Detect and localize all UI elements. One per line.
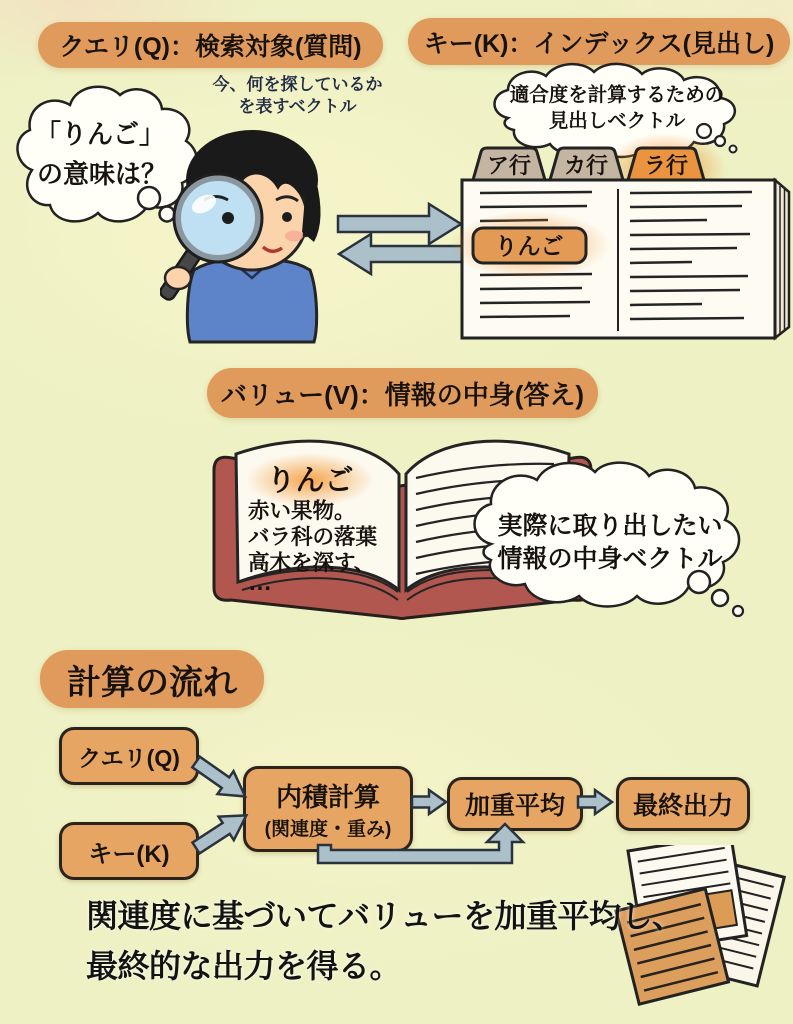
book-line1: 赤い果物。 — [248, 499, 356, 523]
arrow-key-to-dot — [190, 804, 254, 860]
value-cloud — [455, 452, 793, 627]
flow-node-weighted-avg: 加重平均 — [447, 777, 583, 831]
thought-bubble-dot — [733, 606, 743, 616]
boy-sweater — [187, 260, 316, 342]
card-page-stack — [775, 180, 789, 338]
book-line3: 高木を深す、 — [248, 551, 376, 575]
value-section-title: バリュー(V)：情報の中身(答え) — [207, 368, 598, 418]
query-thought-line2: の意味は？ — [36, 159, 168, 189]
boy-eye-through-lens — [222, 212, 234, 224]
arrow-elbow-to-avg — [318, 824, 523, 863]
arrow-avg-to-out — [578, 790, 612, 814]
value-cloud-line2: 情報の中身ベクトル — [497, 545, 723, 573]
query-caption-line1: 今、何を探しているか — [212, 75, 383, 94]
book-word: りんご — [266, 465, 354, 497]
arrow-right-icon — [338, 204, 461, 244]
key-cloud-line1: 適合度を計算するための — [509, 84, 725, 106]
book-line2: バラ科の落葉 — [248, 525, 378, 549]
book-ellipsis: … — [248, 569, 272, 596]
value-cloud-line1: 実際に取り出したい — [497, 512, 723, 540]
thought-bubble-dot — [138, 187, 160, 209]
flow-section-title: 計算の流れ — [40, 650, 264, 708]
tab-a-label: ア行 — [486, 153, 532, 178]
flow-node-key: キー(K) — [59, 822, 199, 880]
flow-node-final-output: 最終出力 — [616, 777, 750, 831]
flow-node-dot-line1: 内積計算 — [275, 782, 380, 812]
tab-ra-label: ラ行 — [643, 153, 689, 178]
query-thought-line1: 「りんご」 — [34, 119, 166, 149]
thought-bubble-dot — [688, 571, 710, 593]
query-section-title: クエリ(Q)：検索対象(質問) — [38, 22, 383, 68]
flow-summary — [86, 892, 684, 991]
flow-summary-line1: 関連度に基づいてバリューを加重平均し、 — [86, 898, 684, 934]
flow-node-dot-line2: (関連度・重み) — [264, 819, 392, 840]
boy-blush — [285, 231, 303, 242]
magnifier-lens — [178, 178, 259, 259]
tab-ka-label: カ行 — [563, 153, 609, 178]
flow-node-query: クエリ(Q) — [59, 727, 199, 785]
arrow-left-icon — [339, 234, 463, 274]
boy-eye — [282, 212, 292, 222]
boy-illustration — [160, 120, 345, 345]
thought-bubble-dot — [712, 590, 728, 606]
arrow-dot-to-avg — [412, 790, 446, 814]
entry-label: りんご — [494, 233, 564, 259]
arrow-query-to-dot — [190, 751, 253, 808]
index-card — [452, 135, 793, 347]
boy-hand — [165, 267, 191, 289]
query-caption — [200, 74, 395, 118]
key-section-title: キー(K)：インデックス(見出し) — [408, 18, 790, 65]
key-cloud-line2: 見出しベクトル — [548, 110, 686, 132]
flow-summary-line2: 最終的な出力を得る。 — [86, 947, 402, 984]
query-caption-line2: を表すベクトル — [238, 97, 357, 117]
